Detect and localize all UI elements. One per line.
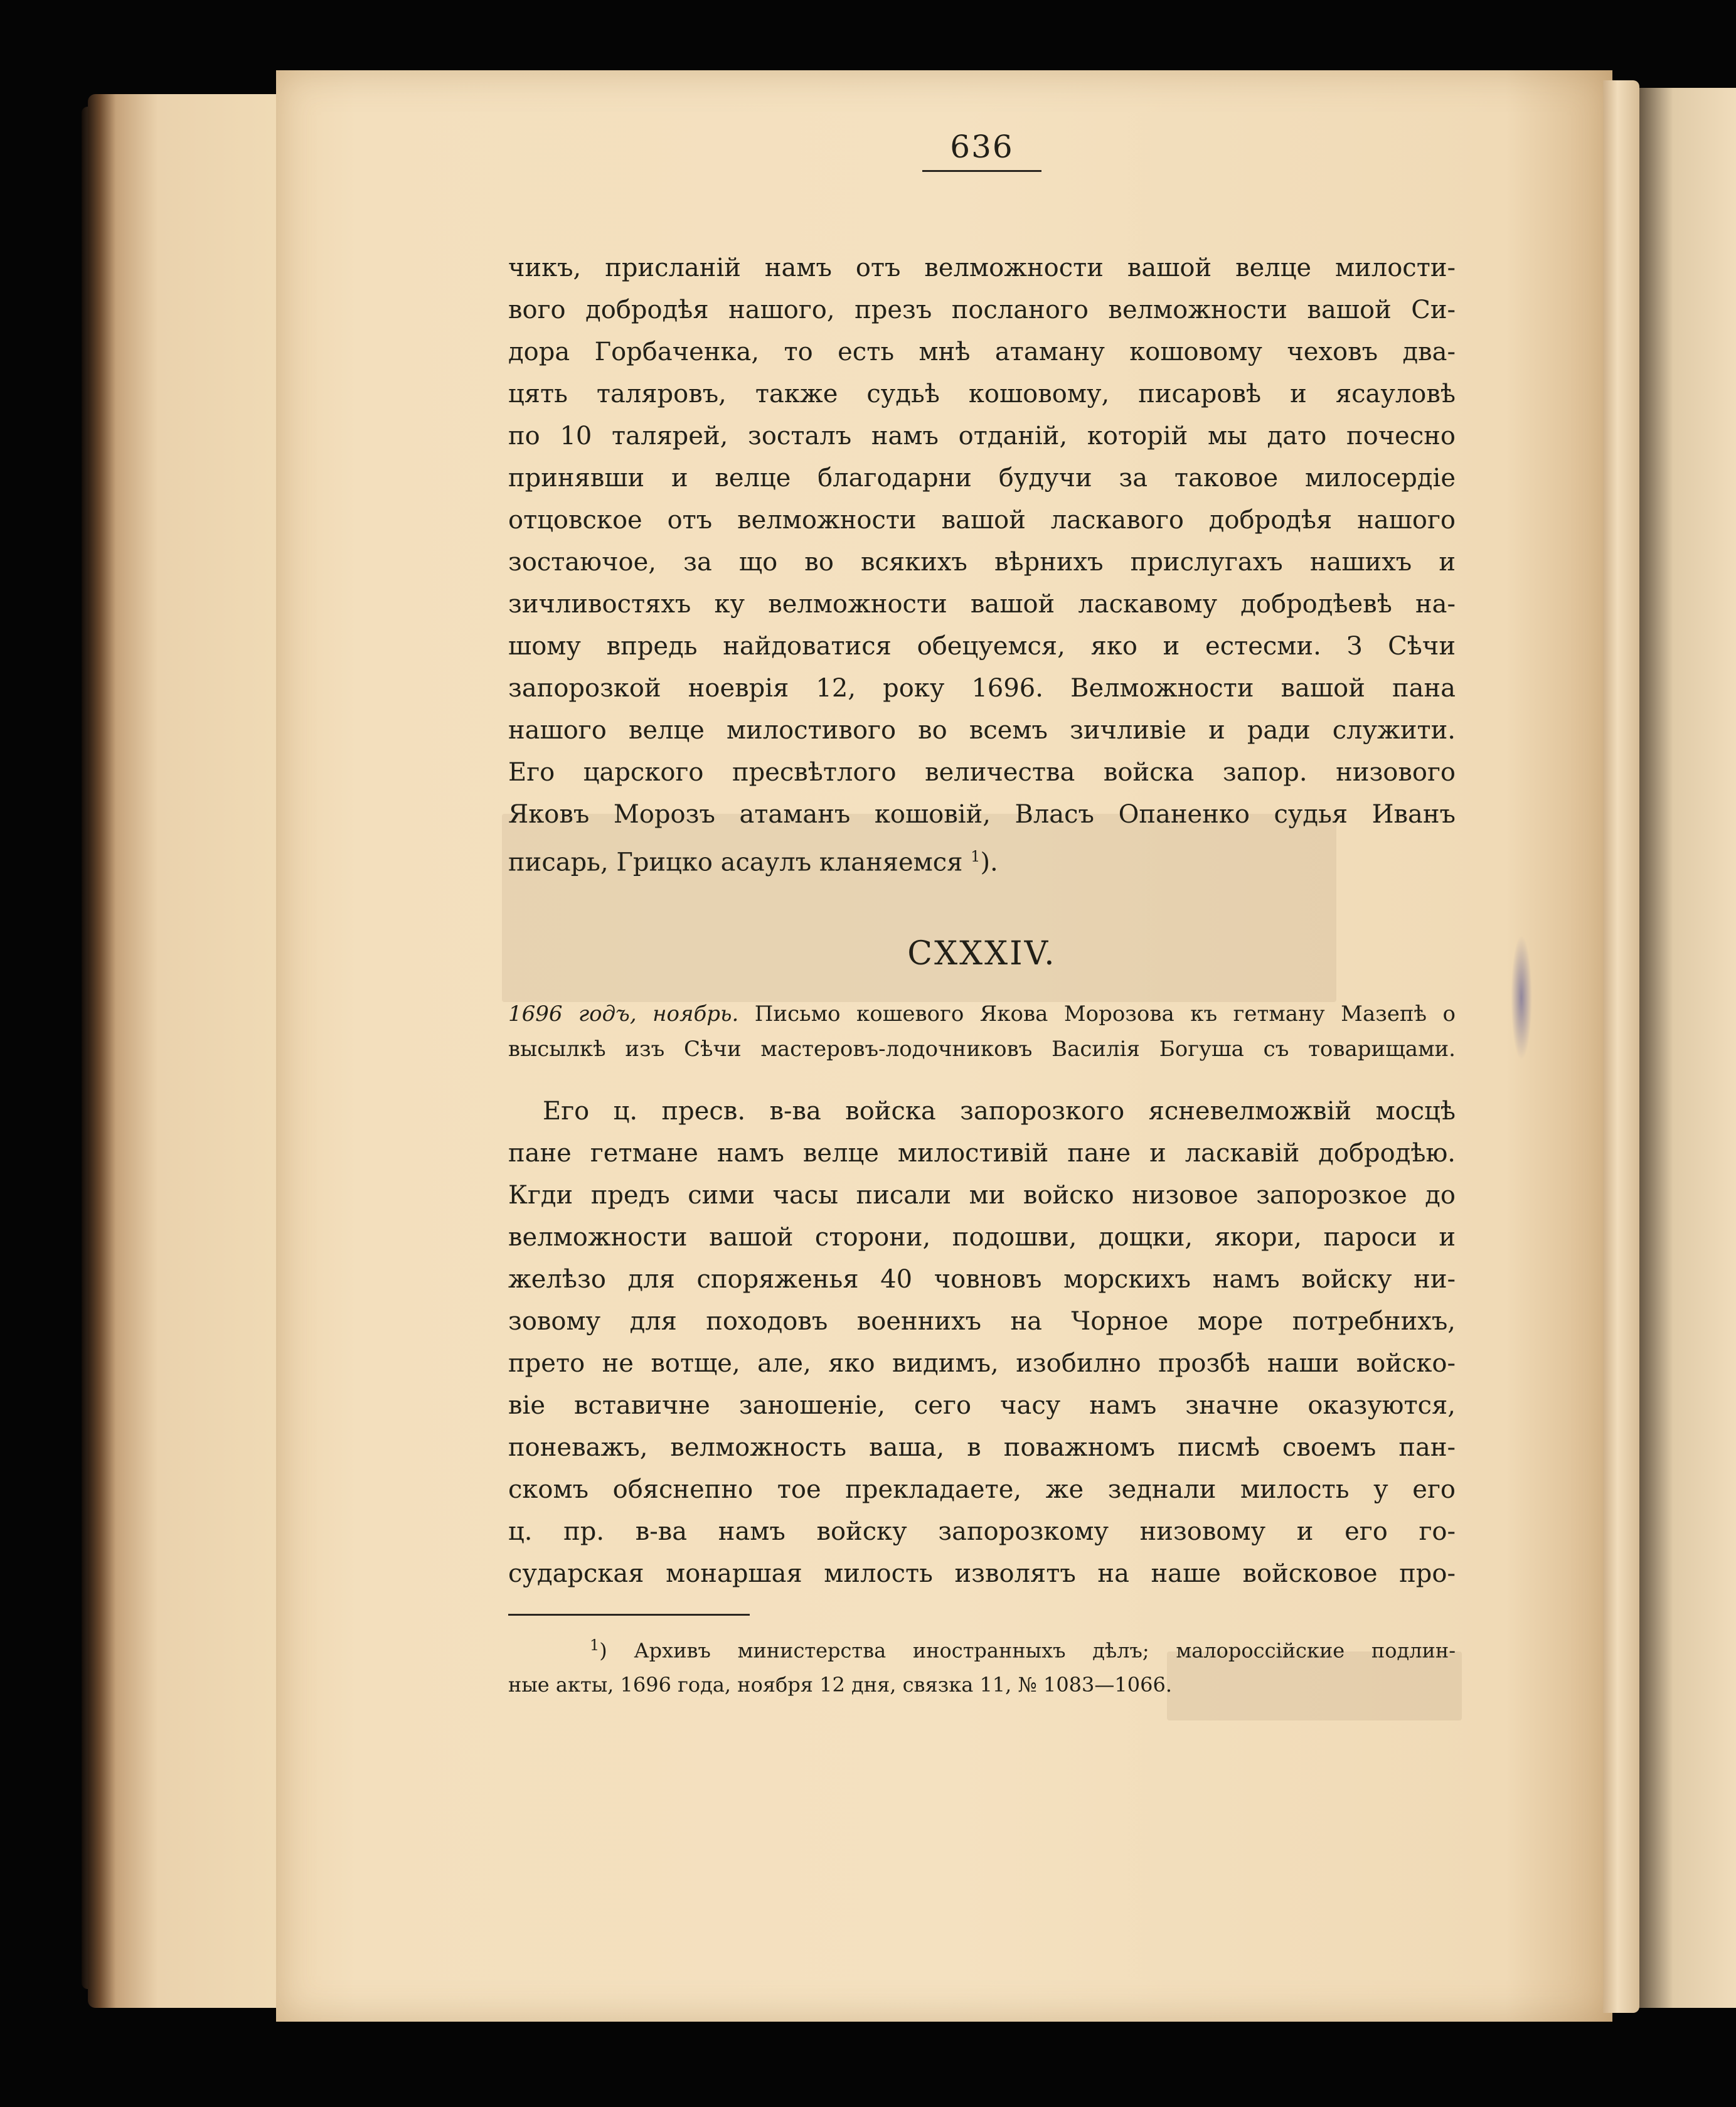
text-line: пане гетмане намъ велце милостивій пане и ласкавій добродѣю. xyxy=(508,1139,1456,1168)
footnote-divider xyxy=(508,1614,750,1616)
summary-line-2: высылкѣ изъ Сѣчи мастеровъ-лодочниковъ Василія Богуша съ товарищами. xyxy=(508,1037,1456,1062)
text-line: зовому для походовъ военнихъ на Чорное море потребнихъ, xyxy=(508,1307,1456,1336)
footnote-text: ) Архивъ министерства иностранныхъ дѣлъ; малороссійские подлин- xyxy=(599,1638,1456,1663)
summary-text: Письмо кошевого Якова Морозова къ гетману Мазепѣ о xyxy=(754,1001,1456,1027)
text-block xyxy=(508,129,1456,1702)
paragraph-2 xyxy=(508,1091,1456,1595)
summary-line-1 xyxy=(508,996,1456,1032)
text-line: скомъ обяснепно тое прекладаете, же зеднали милость у его xyxy=(508,1475,1456,1505)
text-line: поневажъ, велможность ваша, в поважномъ писмѣ своемъ пан- xyxy=(508,1433,1456,1463)
text-line: зостаючое, за що во всякихъ вѣрнихъ прислугахъ нашихъ и xyxy=(508,548,1456,577)
paragraph-1 xyxy=(508,247,1456,883)
section-number: CXXXIV. xyxy=(907,935,1057,973)
text-line: дора Горбаченка, то есть мнѣ атаману кошовому чеховъ два- xyxy=(508,338,1456,366)
text-line: Его ц. пресв. в-ва войска запорозкого ясневелможвій мосцѣ xyxy=(543,1097,1456,1126)
text-line: ц. пр. в-ва намъ войску запорозкому низовому и его го- xyxy=(508,1517,1456,1547)
text-line: прето не вотще, але, яко видимъ, изобилно прозбѣ наши войско- xyxy=(508,1349,1456,1379)
page-stack-left xyxy=(88,94,289,2008)
text-line: вого добродѣя нашого, презъ посланого велможности вашой Си- xyxy=(508,296,1456,324)
text-line: желѣзо для споряженья 40 човновъ морскихъ намъ войску ни- xyxy=(508,1265,1456,1294)
text-line: цять таляровъ, также судьѣ кошовому, писаровѣ и ясауловѣ xyxy=(508,380,1456,408)
text-line: зичливостяхъ ку велможности вашой ласкавому добродѣевѣ на- xyxy=(508,590,1456,619)
text-line: запорозкой ноеврія 12, року 1696. Велможности вашой пана xyxy=(508,674,1456,703)
text-line: чикъ, присланій намъ отъ велможности вашой велце милости- xyxy=(508,253,1456,282)
text-line: велможности вашой сторони, подошви, дощки, якори, пароси и xyxy=(508,1223,1456,1252)
text-line: отцовское отъ велможности вашой ласкавого добродѣя нашого xyxy=(508,506,1456,535)
footnote-line-1 xyxy=(508,1628,1456,1668)
footnote-number: 1 xyxy=(590,1636,600,1655)
section-summary xyxy=(508,996,1456,1067)
page-number: 636 xyxy=(922,129,1041,172)
ink-smudge xyxy=(1511,935,1532,1060)
text-line: сударская монаршая милость изволятъ на наше войсковое про- xyxy=(508,1559,1456,1589)
text-line: шому впредь найдоватися обецуемся, яко и естесми. З Сѣчи xyxy=(508,632,1456,661)
text-line-last xyxy=(508,836,1456,883)
text-line: Его царского пресвѣтлого величества войска запор. низового xyxy=(508,758,1456,787)
footnote xyxy=(508,1628,1456,1702)
adjacent-page xyxy=(1631,88,1736,2008)
text-line: принявши и велце благодарни будучи за таковое милосердіе xyxy=(508,464,1456,493)
text-line: писарь, Грицко асаулъ кланяемся xyxy=(508,848,963,877)
page-right-edge xyxy=(1603,80,1639,2013)
text-line: Кгди предъ сими часы писали ми войско низовое запорозкое до xyxy=(508,1181,1456,1210)
text-line: по 10 талярей, зосталъ намъ отданій, которій мы дато почесно xyxy=(508,422,1456,451)
text-line: віе вставичне заношеніе, сего часу намъ значне оказуются, xyxy=(508,1391,1456,1421)
text-line: нашого велце милостивого во всемъ зичливіе и ради служити. xyxy=(508,716,1456,745)
summary-date: 1696 годъ, ноябрь. xyxy=(508,1001,739,1027)
footnote-marker: 1 xyxy=(971,848,981,865)
paragraph-end: ). xyxy=(980,848,998,877)
footnote-line-2: ные акты, 1696 года, ноября 12 дня, связка 11, № 1083—1066. xyxy=(508,1672,1172,1697)
text-line: Яковъ Морозъ атаманъ кошовій, Власъ Опаненко судья Иванъ xyxy=(508,800,1456,829)
